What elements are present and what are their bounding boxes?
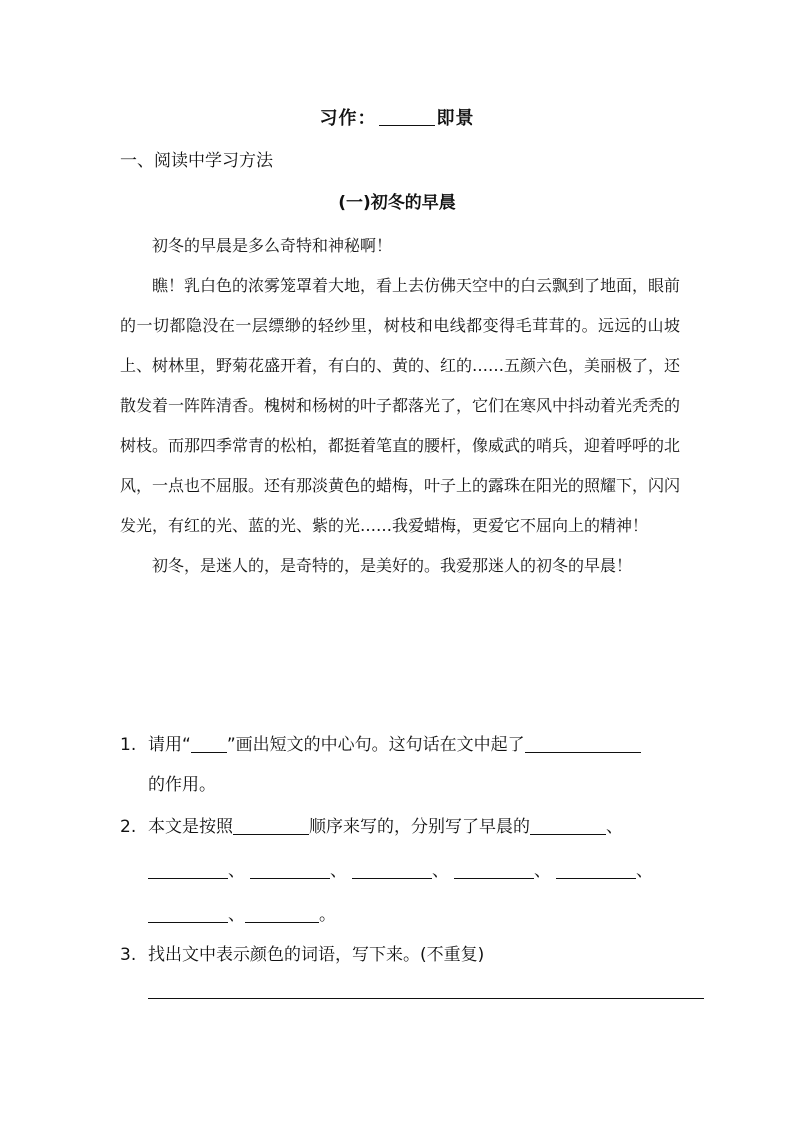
question-1-continuation: 的作用。 <box>148 775 216 795</box>
article-paragraph-3: 初冬，是迷人的，是奇特的，是美好的。我爱那迷人的初冬的早晨！ <box>152 556 633 575</box>
question-3-answer-line[interactable] <box>148 998 704 999</box>
question-3-text: 找出文中表示颜色的词语，写下来。(不重复) <box>148 945 485 965</box>
title-blank[interactable] <box>379 107 435 126</box>
title-suffix: 即景 <box>436 108 475 129</box>
question-2-order-blank[interactable] <box>233 817 309 835</box>
article-body <box>120 226 680 586</box>
question-2-period: 。 <box>319 905 336 925</box>
question-2-comma: 、 <box>534 861 551 881</box>
question-2-comma: 、 <box>228 861 245 881</box>
question-2-comma: 、 <box>636 861 653 881</box>
question-2-blank-6[interactable] <box>556 861 636 879</box>
question-1-text-a: 请用“ <box>148 735 191 755</box>
question-2-comma: 、 <box>432 861 449 881</box>
question-2-comma: 、 <box>606 817 623 837</box>
question-1-number: 1. <box>120 735 137 755</box>
question-1-text-b: ”画出短文的中心句。这句话在文中起了 <box>226 735 525 755</box>
page-title <box>0 104 794 130</box>
article-paragraph-1: 初冬的早晨是多么奇特和神秘啊！ <box>152 236 393 255</box>
question-2-text-b: 顺序来写的，分别写了早晨的 <box>309 817 530 837</box>
question-2-number: 2. <box>120 817 137 837</box>
article-paragraph-2: 瞧！乳白色的浓雾笼罩着大地，看上去仿佛天空中的白云飘到了地面，眼前的一切都隐没在一层缥缈的轻纱里，树枝和电线都变得毛茸茸的。远远的山坡上、树林里，野菊花盛开着，有白的、黄的、红的……五颜六色，美丽极了，还散发着一阵阵清香。槐树和杨树的叶子都落光了，它们在寒风中抖动着光秃秃的树枝。而那四季常青的松柏，都挺着笔直的腰杆，像威武的哨兵，迎着呼呼的北风，一点也不屈服。还有那淡黄色的蜡梅，叶子上的露珠在阳光的照耀下，闪闪发光，有红的光、蓝的光、紫的光……我爱蜡梅，更爱它不屈向上的精神！ <box>120 276 681 535</box>
question-2 <box>120 812 623 837</box>
question-1-answer-blank[interactable] <box>525 735 641 753</box>
question-2-comma: 、 <box>330 861 347 881</box>
question-2-blank-5[interactable] <box>454 861 534 879</box>
question-2-text-a: 本文是按照 <box>148 817 233 837</box>
question-3-number: 3. <box>120 945 137 965</box>
question-2-blank-3[interactable] <box>250 861 330 879</box>
question-1-symbol-blank <box>191 735 227 753</box>
question-2-blank-7[interactable] <box>148 905 228 923</box>
question-2-blanks-row-3 <box>148 900 336 925</box>
question-1 <box>120 730 641 755</box>
question-3 <box>120 940 484 965</box>
section-heading: 一、阅读中学习方法 <box>120 151 273 171</box>
question-2-blank-2[interactable] <box>148 861 228 879</box>
question-2-blank-4[interactable] <box>352 861 432 879</box>
title-prefix: 习作： <box>319 108 377 129</box>
question-2-blanks-row-2 <box>148 856 658 881</box>
question-2-blank-8[interactable] <box>245 905 319 923</box>
question-2-blank-1[interactable] <box>530 817 606 835</box>
question-2-comma: 、 <box>228 905 245 925</box>
article-title: (一)初冬的早晨 <box>338 193 456 213</box>
